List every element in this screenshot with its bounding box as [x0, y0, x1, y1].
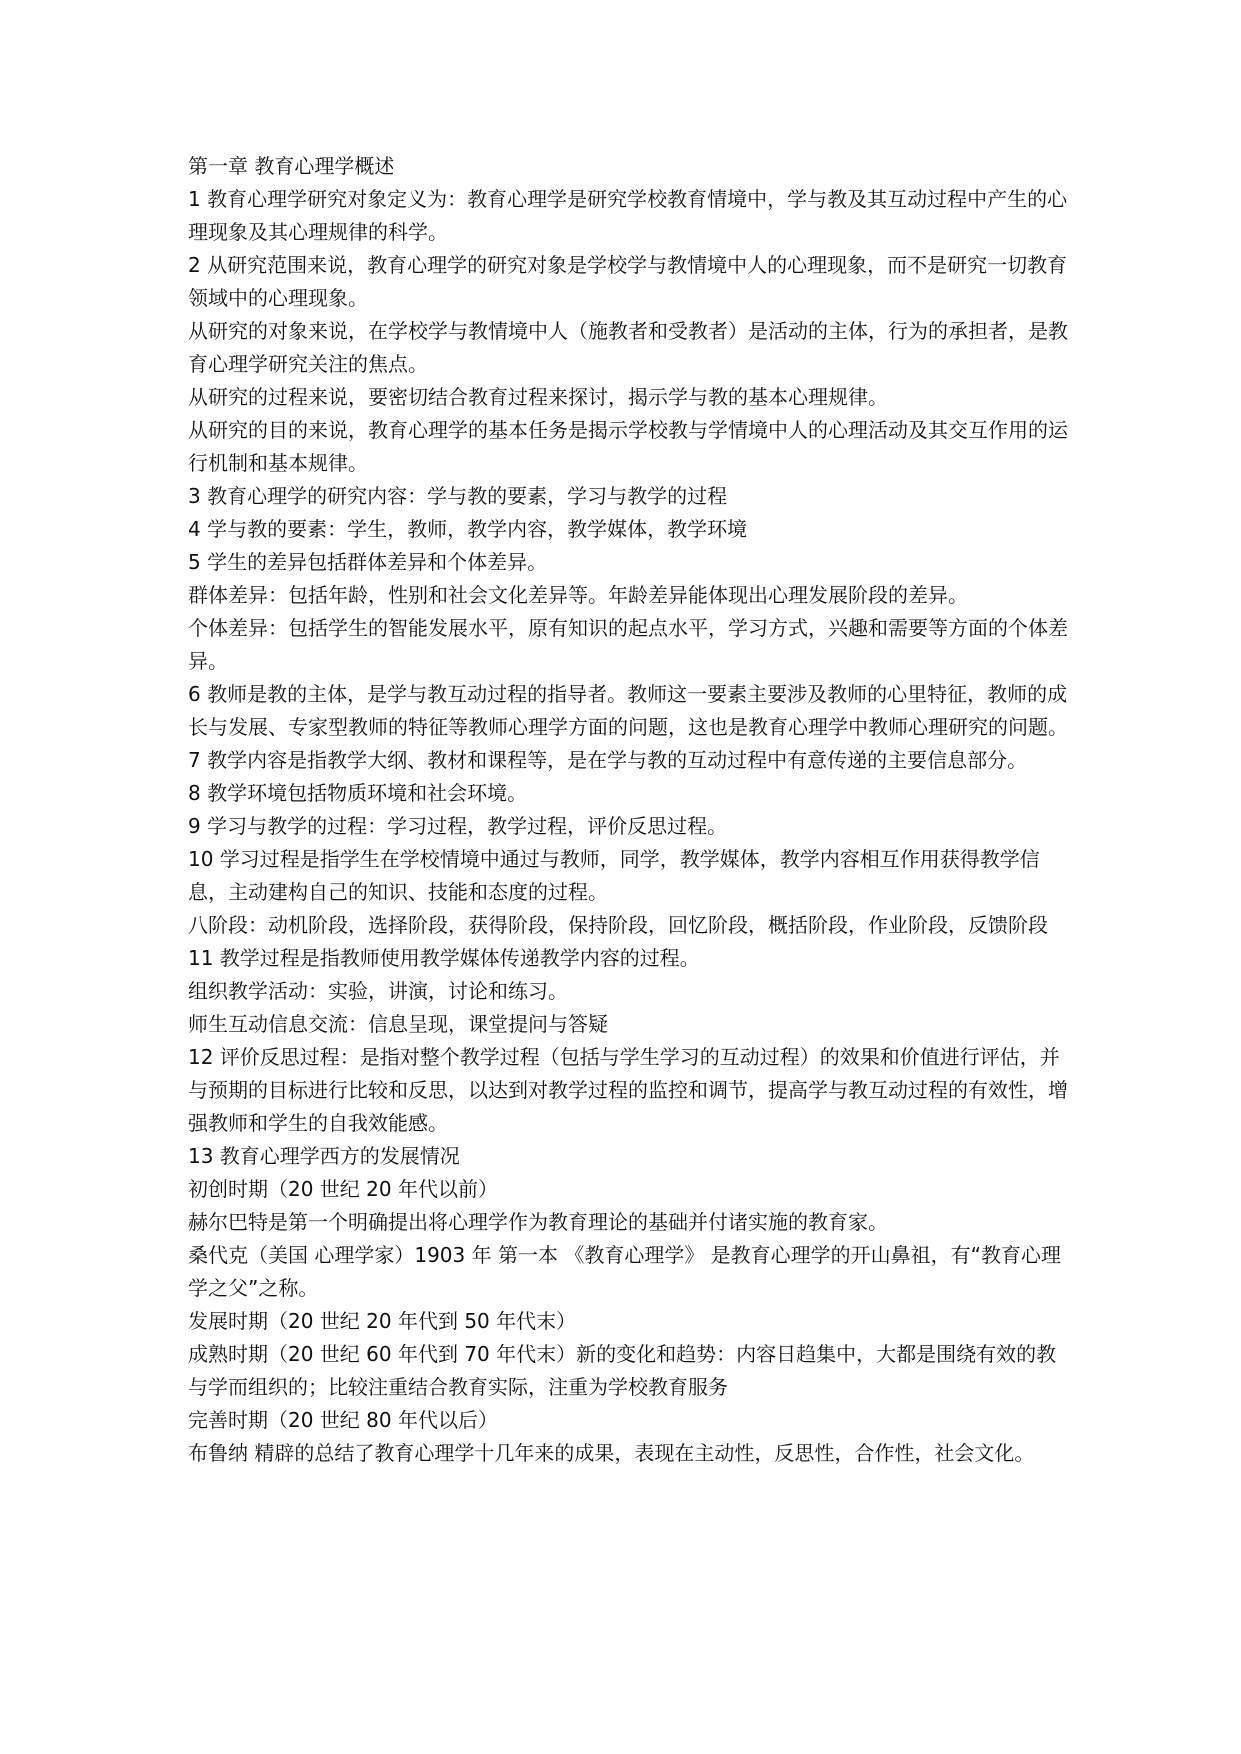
paragraph-22: 初创时期（20 世纪 20 年代以前）	[188, 1177, 498, 1201]
paragraph-2: 2 从研究范围来说，教育心理学的研究对象是学校学与教情境中人的心理现象，而不是研究一切教育领域中的心理现象。	[188, 253, 1068, 310]
paragraph-25: 发展时期（20 世纪 20 年代到 50 年代末）	[188, 1309, 577, 1333]
paragraph-1: 1 教育心理学研究对象定义为：教育心理学是研究学校教育情境中，学与教及其互动过程中产生的心理现象及其心理规律的科学。	[188, 187, 1068, 244]
paragraph-23: 赫尔巴特是第一个明确提出将心理学作为教育理论的基础并付诸实施的教育家。	[188, 1210, 888, 1234]
paragraph-28: 布鲁纳 精辟的总结了教育心理学十几年来的成果，表现在主动性，反思性，合作性，社会文化。	[188, 1441, 1035, 1465]
paragraph-12: 7 教学内容是指教学大纲、教材和课程等，是在学与教的互动过程中有意传递的主要信息部分。	[188, 748, 1028, 772]
paragraph-6: 3 教育心理学的研究内容：学与教的要素，学习与教学的过程	[188, 484, 728, 508]
paragraph-19: 师生互动信息交流：信息呈现，课堂提问与答疑	[188, 1012, 608, 1036]
paragraph-11: 6 教师是教的主体，是学与教互动过程的指导者。教师这一要素主要涉及教师的心里特征，教师的成长与发展、专家型教师的特征等教师心理学方面的问题，这也是教育心理学中教师心理研究的问题。	[188, 682, 1068, 739]
chapter-title: 第一章 教育心理学概述	[188, 154, 395, 178]
paragraph-18: 组织教学活动：实验，讲演，讨论和练习。	[188, 979, 568, 1003]
paragraph-10: 个体差异：包括学生的智能发展水平，原有知识的起点水平，学习方式，兴趣和需要等方面的个体差异。	[188, 616, 1068, 673]
paragraph-8: 5 学生的差异包括群体差异和个体差异。	[188, 550, 548, 574]
paragraph-20: 12 评价反思过程：是指对整个教学过程（包括与学生学习的互动过程）的效果和价值进行评估，并与预期的目标进行比较和反思，以达到对教学过程的监控和调节，提高学与教互动过程的有效性，增强教师和学生的自我效能感。	[188, 1045, 1068, 1135]
paragraph-21: 13 教育心理学西方的发展情况	[188, 1144, 460, 1168]
paragraph-7: 4 学与教的要素：学生，教师，教学内容，教学媒体，教学环境	[188, 517, 748, 541]
document-page	[188, 150, 1068, 1470]
paragraph-13: 8 教学环境包括物质环境和社会环境。	[188, 781, 528, 805]
paragraph-24: 桑代克（美国 心理学家）1903 年 第一本 《教育心理学》 是教育心理学的开山鼻祖，有“教育心理学之父”之称。	[188, 1243, 1062, 1300]
paragraph-17: 11 教学过程是指教师使用教学媒体传递教学内容的过程。	[188, 946, 700, 970]
paragraph-14: 9 学习与教学的过程：学习过程，教学过程，评价反思过程。	[188, 814, 728, 838]
paragraph-9: 群体差异：包括年龄，性别和社会文化差异等。年龄差异能体现出心理发展阶段的差异。	[188, 583, 968, 607]
paragraph-15: 10 学习过程是指学生在学校情境中通过与教师，同学，教学媒体，教学内容相互作用获得教学信息，主动建构自己的知识、技能和态度的过程。	[188, 847, 1040, 904]
paragraph-26: 成熟时期（20 世纪 60 年代到 70 年代末）新的变化和趋势：内容日趋集中，大都是围绕有效的教与学而组织的；比较注重结合教育实际，注重为学校教育服务	[188, 1342, 1057, 1399]
paragraph-3: 从研究的对象来说，在学校学与教情境中人（施教者和受教者）是活动的主体，行为的承担者，是教育心理学研究关注的焦点。	[188, 319, 1068, 376]
paragraph-27: 完善时期（20 世纪 80 年代以后）	[188, 1408, 498, 1432]
paragraph-4: 从研究的过程来说，要密切结合教育过程来探讨，揭示学与教的基本心理规律。	[188, 385, 888, 409]
paragraph-5: 从研究的目的来说，教育心理学的基本任务是揭示学校教与学情境中人的心理活动及其交互作用的运行机制和基本规律。	[188, 418, 1068, 475]
paragraph-16: 八阶段：动机阶段，选择阶段，获得阶段，保持阶段，回忆阶段，概括阶段，作业阶段，反馈阶段	[188, 913, 1048, 937]
